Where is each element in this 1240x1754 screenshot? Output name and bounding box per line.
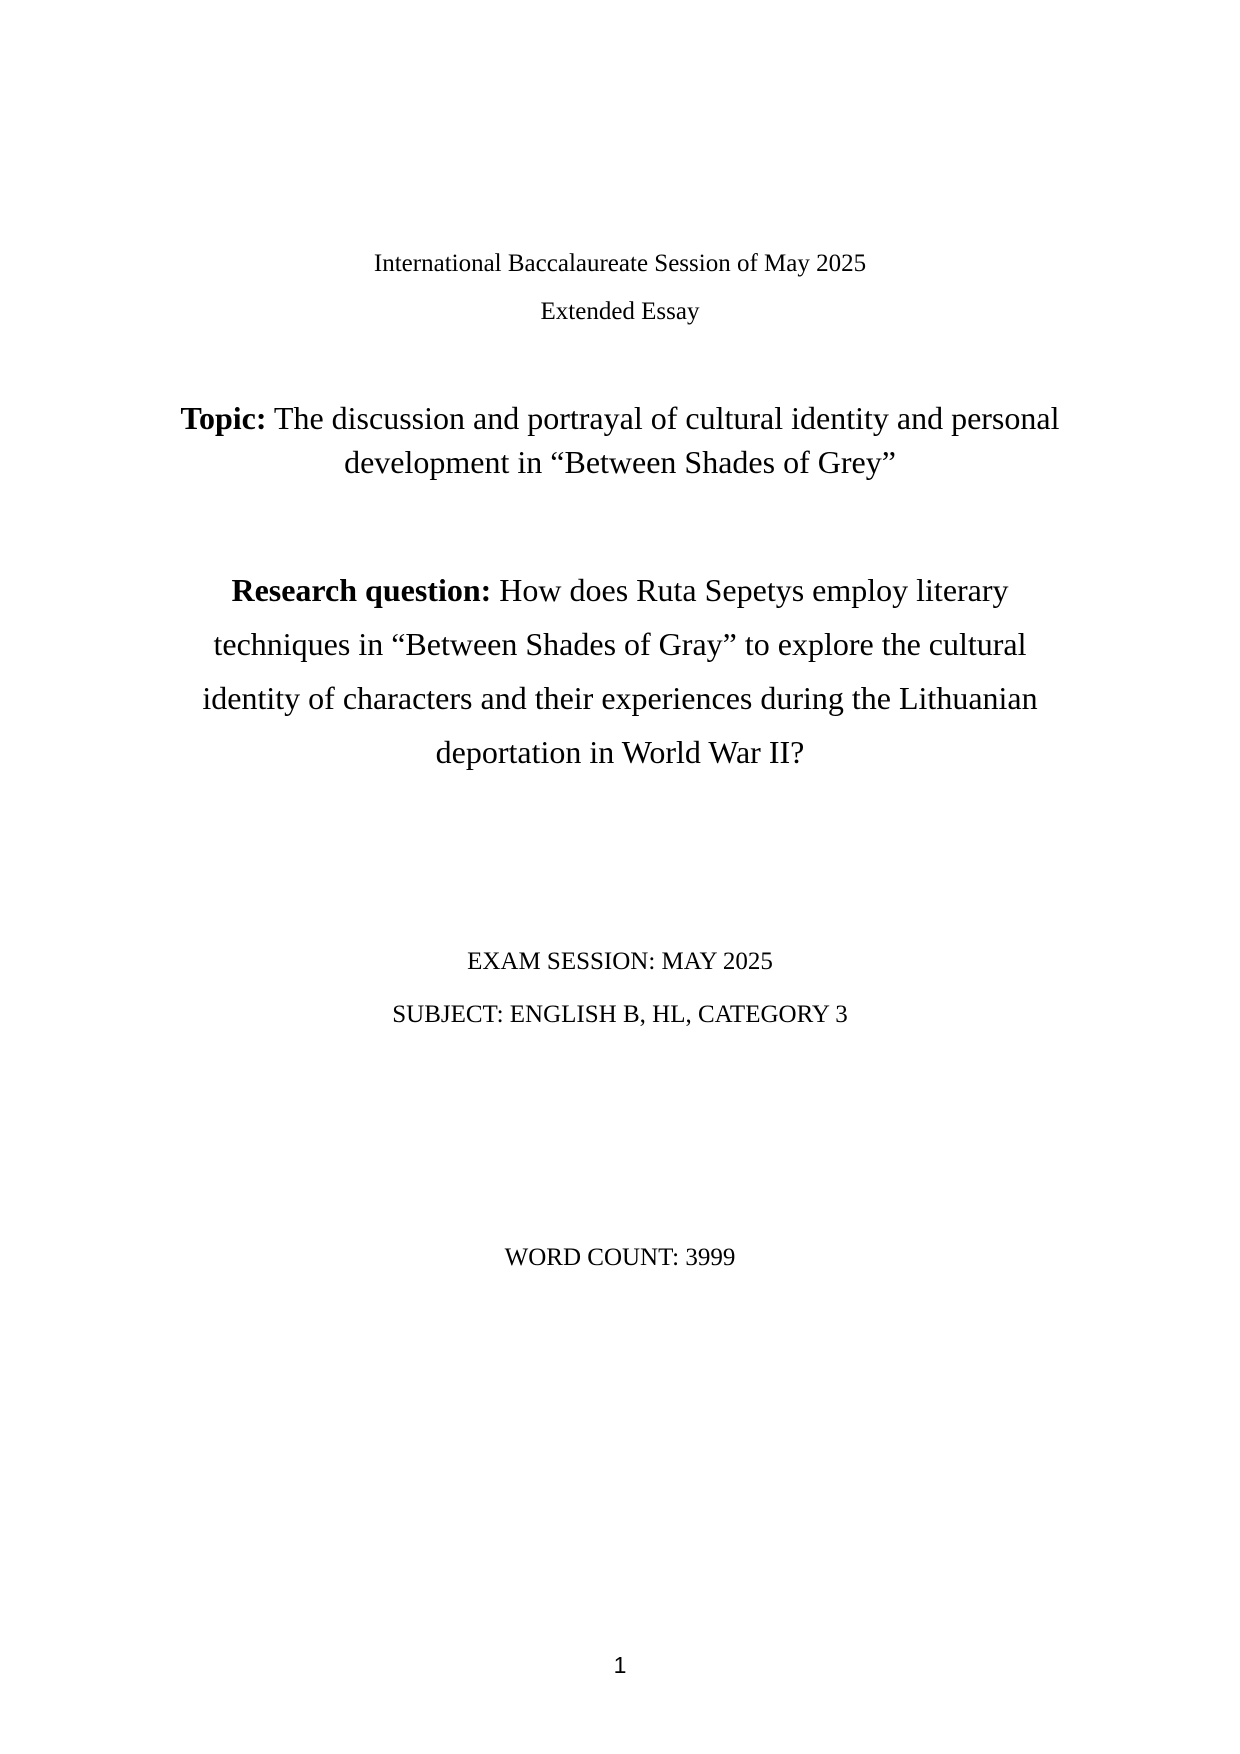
- header-session-line: International Baccalaureate Session of May 2025: [373, 250, 867, 277]
- page-number: 1: [613, 1652, 627, 1678]
- research-question-line-2: techniques in “Between Shades of Gray” to explore the cultural: [213, 626, 1027, 662]
- research-question-text-line-1: How does Ruta Sepetys employ literary: [491, 572, 1009, 608]
- topic-line-1: [146, 396, 1094, 440]
- header-essay-type-line: Extended Essay: [540, 298, 700, 325]
- topic-line-2: development in “Between Shades of Grey”: [344, 444, 896, 480]
- word-count-line: WORD COUNT: 3999: [504, 1244, 736, 1271]
- topic-text-line-1: The discussion and portrayal of cultural identity and personal: [266, 400, 1060, 436]
- research-question-line-1: [146, 563, 1094, 617]
- research-question-line-3: identity of characters and their experiences during the Lithuanian: [202, 680, 1038, 716]
- research-question-line-4: deportation in World War II?: [435, 734, 805, 770]
- subject-line: SUBJECT: ENGLISH B, HL, CATEGORY 3: [392, 1001, 848, 1028]
- document-header: [146, 240, 1094, 336]
- topic-paragraph: [146, 396, 1094, 484]
- exam-info-block: [146, 935, 1094, 1041]
- research-question-label: Research question:: [231, 572, 492, 608]
- topic-label: Topic:: [180, 400, 267, 436]
- exam-session-line: EXAM SESSION: MAY 2025: [467, 948, 773, 975]
- research-question-paragraph: [146, 563, 1094, 779]
